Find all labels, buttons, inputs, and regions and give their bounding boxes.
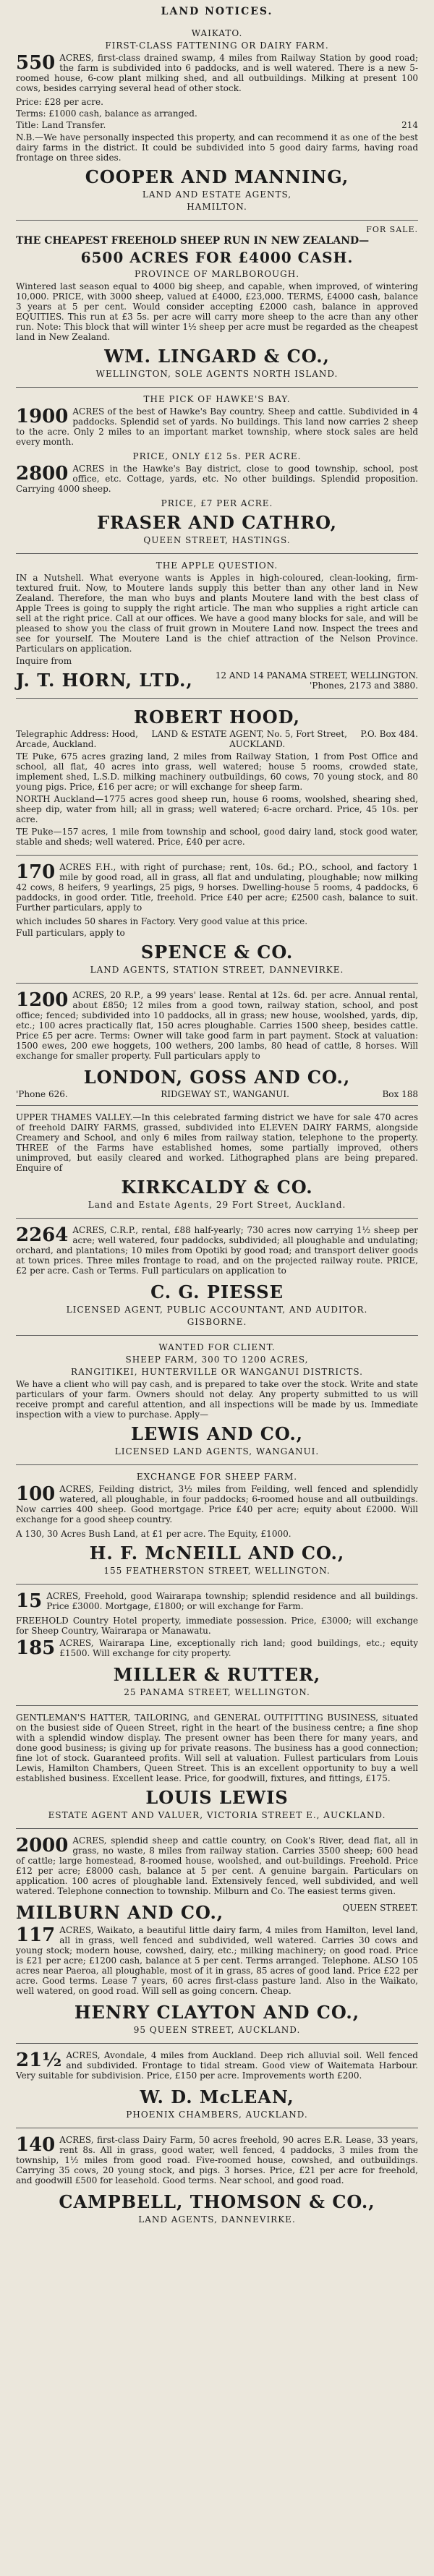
- acreage-number: 185: [16, 1637, 56, 1659]
- ad-lewis: [16, 1336, 418, 1465]
- ad-mcneill: [16, 1465, 418, 1585]
- agent-name: LONDON, GOSS AND CO.,: [83, 1067, 351, 1088]
- agent-name: W. D. McLEAN,: [140, 2086, 294, 2107]
- agent-name: FRASER AND CATHRO,: [96, 512, 337, 533]
- acreage-number: 100: [16, 1483, 56, 1505]
- agent-name: HENRY CLAYTON AND CO.,: [74, 2002, 360, 2023]
- agent-place: HAMILTON.: [187, 202, 247, 212]
- ad-body: ACRES, first-class drained swamp, 4 miles from Railway Station by good road; the farm is subdivided into 6 paddocks, and is well watered. There is a new 5-roomed house, 6-cow plant milking shed, and all outbuildings. Milking at present 100 cows, besides carrying several head of other stock.: [16, 53, 418, 93]
- ad-heading: THE PICK OF HAWKE'S BAY.: [143, 394, 291, 404]
- ad-note: N.B.—We have personally inspected this property, and can recommend it as one of the best dairy farms in the district. It could be subdivided into 5 good dairy farms, having road frontage on three sides.: [16, 132, 418, 163]
- ad-body: ACRES of the best of Hawke's Bay country. Sheep and cattle. Subdivided in 4 paddocks. Splendid set of yards. No buildings. This land now carries 2 sheep to the acre. Only 2 miles to an important market township, where stock sales are held every month.: [16, 406, 418, 447]
- ad-mclean: [16, 2044, 418, 2128]
- ad-inquire: Inquire from: [16, 656, 72, 666]
- agent-sub: LICENSED AGENT, PUBLIC ACCOUNTANT, AND AUDITOR.: [66, 1305, 368, 1315]
- agent-sub: 155 FEATHERSTON STREET, WELLINGTON.: [103, 1566, 331, 1576]
- ad-body: ACRES, C.R.P., rental, £88 half-yearly; 730 acres now carrying 1½ sheep per acre; well watered, four paddocks, subdivided; all ploughable and undulating; orchard, and plantations; 10 miles from Opotiki by good road; and transport deliver goods at town prices. Three miles frontage to road, and on the projected railway route. PRICE, £2 per acre. Cash or Terms. Full particulars on application to: [16, 1225, 418, 1276]
- ad-wanted: WANTED FOR CLIENT.: [158, 1342, 276, 1352]
- agent-sub: QUEEN STREET, HASTINGS.: [143, 535, 291, 545]
- acreage-number: 15: [16, 1590, 43, 1612]
- ad-subheading: RANGITIKEI, HUNTERVILLE OR WANGANUI DISTRICTS.: [71, 1367, 363, 1377]
- agent-sub: LAND AGENTS, STATION STREET, DANNEVIRKE.: [90, 965, 344, 975]
- agent-name: COOPER AND MANNING,: [85, 166, 349, 187]
- ad-miller-rutter: [16, 1585, 418, 1706]
- agent-name: KIRKCALDY & CO.: [121, 1177, 313, 1198]
- agent-sub: Land and Estate Agents, 29 Fort Street, Auckland.: [88, 1200, 346, 1210]
- agent-name: LEWIS AND CO.,: [130, 1423, 304, 1444]
- ad-share-note: which includes 50 shares in Factory. Very good value at this price.: [16, 916, 308, 926]
- acreage-number: 140: [16, 2134, 56, 2156]
- agent-telegraphic: Telegraphic Address: Hood,: [16, 729, 138, 739]
- ad-kirkcaldy: [16, 1106, 418, 1219]
- ad-body: GENTLEMAN'S HATTER, TAILORING, and GENERAL OUTFITTING BUSINESS, situated on the busiest side of Queen Street, right in the heart of the business centre; a fine shop with a splendid window display. The present owner has been there for many years, and done good business; is giving up for private reasons. The business has a good connection; fine lot of stock. Guaranteed profits. Will sell at valuation. Fullest particulars from Louis Lewis, Hamilton Chambers, Queen Street. This is an excellent opportunity to buy a well established business. Excellent lease. Price, for goodwill, fixtures, and fittings, £175.: [16, 1713, 418, 1783]
- ad-heading: FIRST-CLASS FATTENING OR DAIRY FARM.: [105, 40, 329, 51]
- ad-headline: THE CHEAPEST FREEHOLD SHEEP RUN IN NEW ZEALAND—: [16, 235, 370, 247]
- ad-piesse: [16, 1219, 418, 1336]
- ad-price: Price: £28 per acre.: [16, 97, 103, 107]
- agent-sub: LAND AND ESTATE AGENTS,: [142, 189, 292, 200]
- agent-box: Box 188: [382, 1089, 418, 1099]
- agent-name: MILLER & RUTTER,: [113, 1664, 321, 1685]
- ad-body: ACRES, Waikato, a beautiful little dairy farm, 4 miles from Hamilton, level land, all in grass, well fenced and subdivided, well watered. Carries 30 cows and young stock; modern house, cowshed, dairy, etc.; milking machinery; on good road. Price is £21 per acre; £1200 cash, balance at 5 per cent. Terms arranged. Telephone. ALSO 105 acres near Paeroa, all ploughable, most of it in grass, 85 acres of good land. Price £22 per acre. Good terms. Lease 7 years, 60 acres first-class pasture land. Also in the Waikato, well watered, on good road. Will sell as going concern. Cheap.: [16, 1925, 418, 1996]
- acreage-number: 21½: [16, 2050, 62, 2071]
- ad-body: ACRES F.H., with right of purchase; rent, 10s. 6d.; P.O., school, and factory 1 mile by good road, all in grass, all flat and undulating, ploughable; now milking 42 cows, 8 heifers, 9 yearlings, 25 pigs, 9 horses. Dwelling-house 5 rooms, 4 paddocks, 6 paddocks, in good order. Title, freehold. Price £40 per acre; £2500 cash, balance to suit. Further particulars, apply to: [16, 862, 418, 913]
- ad-campbell-thomson: [16, 2128, 418, 2232]
- agent-city: AUCKLAND.: [229, 739, 286, 749]
- ad-lingard-sheep-run: [16, 221, 418, 388]
- ad-body: ACRES, first-class Dairy Farm, 50 acres freehold, 90 acres E.R. Lease, 33 years, rent 8s. All in grass, good water, well fenced, 4 paddocks, 3 miles from the township, 1½ miles from good road. Five-roomed house, cowshed, and outbuildings. Carrying 35 cows, 20 young stock, and pigs. 3 horses. Price, £21 per acre for freehold, and goodwill £500 for leasehold. Good terms. Near school, and good road.: [16, 2135, 418, 2185]
- section-title: LAND NOTICES.: [161, 6, 273, 17]
- agent-phone: 'Phone 626.: [16, 1089, 68, 1099]
- acreage-number: 1200: [16, 989, 69, 1011]
- ad-apple-question: [16, 554, 418, 699]
- agent-sub: LICENSED LAND AGENTS, WANGANUI.: [114, 1446, 320, 1457]
- ad-body: UPPER THAMES VALLEY.—In this celebrated farming district we have for sale 470 acres of freehold DAIRY FARMS, grassed, subdivided into ELEVEN DAIRY FARMS, alongside Creamery and School, and only 6 miles from railway station, telephone to the property. THREE of the Farms have established homes, some partially improved, others unimproved, but easily cleared and worked. Lithographed plans are being prepared. Enquire of: [16, 1112, 418, 1173]
- agent-address: 12 AND 14 PANAMA STREET, WELLINGTON.: [215, 670, 418, 681]
- ad-louis-lewis: [16, 1706, 418, 1829]
- acreage-number: 2800: [16, 463, 69, 485]
- acreage-number: 2000: [16, 1835, 69, 1856]
- agent-name: H. F. McNEILL AND CO.,: [89, 1543, 345, 1564]
- listing: TE Puke—157 acres, 1 mile from township and school, good dairy land, stock good water, stable and sheds; well watered. Price, £40 per acre.: [16, 827, 418, 847]
- ad-body: ACRES, Feilding district, 3½ miles from Feilding, well fenced and splendidly watered, all ploughable, in four paddocks; 6-roomed house and all outbuildings. Now carries 400 sheep. Good mortgage. Price £40 per acre; equity about £2000. Will exchange for a good sheep country.: [16, 1484, 418, 1524]
- ad-region: WAIKATO.: [191, 28, 243, 38]
- ad-heading: THE APPLE QUESTION.: [156, 560, 278, 571]
- ad-title: Title: Land Transfer.: [16, 120, 106, 130]
- ad-heading: SHEEP FARM, 300 TO 1200 ACRES,: [125, 1355, 309, 1365]
- acreage-number: 550: [16, 52, 56, 74]
- ad-waikato-dairy-farm: [16, 22, 418, 221]
- agent-name: CAMPBELL, THOMSON & CO.,: [59, 2191, 375, 2212]
- listing: TE Puke, 675 acres grazing land, 2 miles from Railway Station, 1 from Post Office and school, all flat, 40 acres into grass, well watered; house 5 rooms, crowded state, implement shed, L.S.D. milking machinery outbuildings, 60 cows, 70 young stock, and 80 young pigs. Price, £16 per acre; or will exchange for sheep farm.: [16, 751, 418, 792]
- agent-sub: LAND AGENTS, DANNEVIRKE.: [138, 2214, 296, 2225]
- ad-province: PROVINCE OF MARLBOROUGH.: [134, 269, 300, 279]
- acreage-number: 117: [16, 1924, 56, 1946]
- agent-name: C. G. PIESSE: [150, 1281, 284, 1302]
- agent-place: GISBORNE.: [187, 1317, 247, 1327]
- agent-name: WM. LINGARD & CO.,: [104, 346, 330, 367]
- agent-name: ROBERT HOOD,: [134, 707, 300, 728]
- ad-price: PRICE, £7 PER ACRE.: [161, 498, 273, 508]
- ad-for-sale: FOR SALE.: [366, 225, 418, 234]
- ad-ref: 214: [401, 120, 418, 130]
- agent-sub: 25 PANAMA STREET, WELLINGTON.: [124, 1687, 310, 1697]
- ad-body: ACRES in the Hawke's Bay district, close to good township, school, post office, etc. Cottage, yards, etc. No other buildings. Splendid proposition. Carrying 4000 sheep.: [16, 464, 418, 494]
- ad-body: IN a Nutshell. What everyone wants is Apples in high-coloured, clean-looking, firm-textured fruit. Now, to Moutere lands supply this better than any other land in New Zealand. Therefore, the man who buys and plants Moutere land with the best class of Apple Trees is going to supply the right article. The man who supplies a right article can sell at the right price. Call at our offices. We have a good many blocks for sale, and will be pleased to show you the class of fruit grown in Moutere Land now. Inspect the trees and see for yourself. The Moutere Land is the chief attraction of the Nelson Province. Particulars on application.: [16, 573, 418, 654]
- agent-arcade: Arcade, Auckland.: [16, 739, 97, 749]
- agent-name: SPENCE & CO.: [140, 942, 294, 963]
- ad-body: ACRES, splendid sheep and cattle country, on Cook's River, dead flat, all in grass, no waste, 8 miles from railway station. Carries 3500 sheep; 600 head of cattle; large homestead, 8-roomed house, woolshed, and out-buildings. Freehold. Price £12 per acre; £8000 cash, balance at 5 per cent. A genuine bargain. Particulars on application. 100 acres of ploughable land. Extensively fenced, well subdivided, and well watered. Telephone connection to township. Milburn and Co. The easiest terms given.: [16, 1835, 418, 1896]
- agent-name: J. T. HORN, LTD.,: [16, 670, 193, 691]
- acreage-number: 2264: [16, 1224, 69, 1246]
- ad-body: ACRES, Wairarapa Line, exceptionally rich land; good buildings, etc.; equity £1500. Will exchange for city property.: [59, 1638, 418, 1658]
- acreage-number: 1900: [16, 406, 69, 427]
- ad-body: ACRES, Freehold, good Wairarapa township; splendid residence and all buildings. Price £3000. Mortgage, £1800; or will exchange for Farm.: [46, 1591, 418, 1611]
- ad-body: ACRES, Avondale, 4 miles from Auckland. Deep rich alluvial soil. Well fenced and subdivided. Frontage to tidal stream. Good view of Waitemata Harbour. Very suitable for subdivision. Price, £150 per acre. Improvements worth £200.: [16, 2050, 418, 2081]
- ad-milburn-clayton: [16, 1829, 418, 2044]
- agent-sub: ESTATE AGENT AND VALUER, VICTORIA STREET E., AUCKLAND.: [48, 1810, 386, 1820]
- ad-body: We have a client who will pay cash, and is prepared to take over the stock. Write and state particulars of your farm. Owners should not delay. Any property submitted to us will receive prompt and careful attention, and all inspections will be made by us. Immediate inspection with a view to purchase. Apply—: [16, 1379, 418, 1420]
- ad-spence: [16, 856, 418, 984]
- ad-body: Wintered last season equal to 4000 big sheep, and capable, when improved, of wintering 10,000. PRICE, with 3000 sheep, valued at £4000, £23,000. TERMS, £4000 cash, balance 3 years at 5 per cent. Would consider accepting £2000 cash, balance in approved EQUITIES. This run at £3 5s. per acre will carry more sheep to the acre than any other run. Note: This block that will winter 1½ sheep per acre must be regarded as the cheapest land in New Zealand.: [16, 281, 418, 342]
- agent-sub: QUEEN STREET.: [342, 1903, 418, 1913]
- acreage-number: 170: [16, 861, 56, 883]
- listing: NORTH Auckland—1775 acres good sheep run, house 6 rooms, woolshed, shearing shed, sheep dip, water from hill; all in grass; well watered; 6-acre orchard. Price, 45 10s. per acre.: [16, 794, 418, 824]
- agent-name: LOUIS LEWIS: [145, 1787, 289, 1808]
- agent-sub: PHOENIX CHAMBERS, AUCKLAND.: [126, 2110, 308, 2120]
- agent-sub: LAND & ESTATE AGENT, No. 5, Fort Street,: [151, 729, 347, 739]
- ad-robert-hood: [16, 699, 418, 856]
- agent-sub: 95 QUEEN STREET, AUCKLAND.: [133, 2025, 301, 2035]
- ad-price: PRICE, ONLY £12 5s. PER ACRE.: [132, 451, 302, 461]
- agent-sub: WELLINGTON, SOLE AGENTS NORTH ISLAND.: [95, 369, 339, 379]
- agent-phone: 'Phones, 2173 and 3880.: [309, 681, 418, 691]
- agent-name: MILBURN AND CO.,: [16, 1902, 224, 1923]
- agent-address: RIDGEWAY ST., WANGANUI.: [161, 1089, 289, 1099]
- ad-heading: EXCHANGE FOR SHEEP FARM.: [136, 1472, 298, 1482]
- ad-apply: Full particulars, apply to: [16, 928, 125, 938]
- ad-body: ACRES, 20 R.P., a 99 years' lease. Rental at 12s. 6d. per acre. Annual rental, about £850; 12 miles from a good town, railway station, school, and post office; fenced; subdivided into 10 paddocks, all in grass; new house, woolshed, yards, dip, etc.; 100 acres practically flat, 150 acres ploughable. Carries 1500 sheep, besides cattle. Price £5 per acre. Terms: Owner will take good farm in part payment. Stock at valuation: 1500 ewes, 200 ewe hoggets, 100 wethers, 200 lambs, 80 head of cattle, 8 horses. Will exchange for smaller property. Full particulars apply to: [16, 990, 418, 1061]
- ad-hawkes-bay: [16, 388, 418, 554]
- ad-offer: 6500 ACRES FOR £4000 CASH.: [80, 249, 354, 266]
- ad-terms: Terms: £1000 cash, balance as arranged.: [16, 108, 197, 119]
- listing: FREEHOLD Country Hotel property, immediate possession. Price, £3000; will exchange for Sheep Country, Wairarapa or Manawatu.: [16, 1616, 418, 1636]
- ad-london-goss: [16, 984, 418, 1106]
- listing: A 130, 30 Acres Bush Land, at £1 per acre. The Equity, £1000.: [16, 1529, 292, 1539]
- agent-box: P.O. Box 484.: [360, 729, 418, 739]
